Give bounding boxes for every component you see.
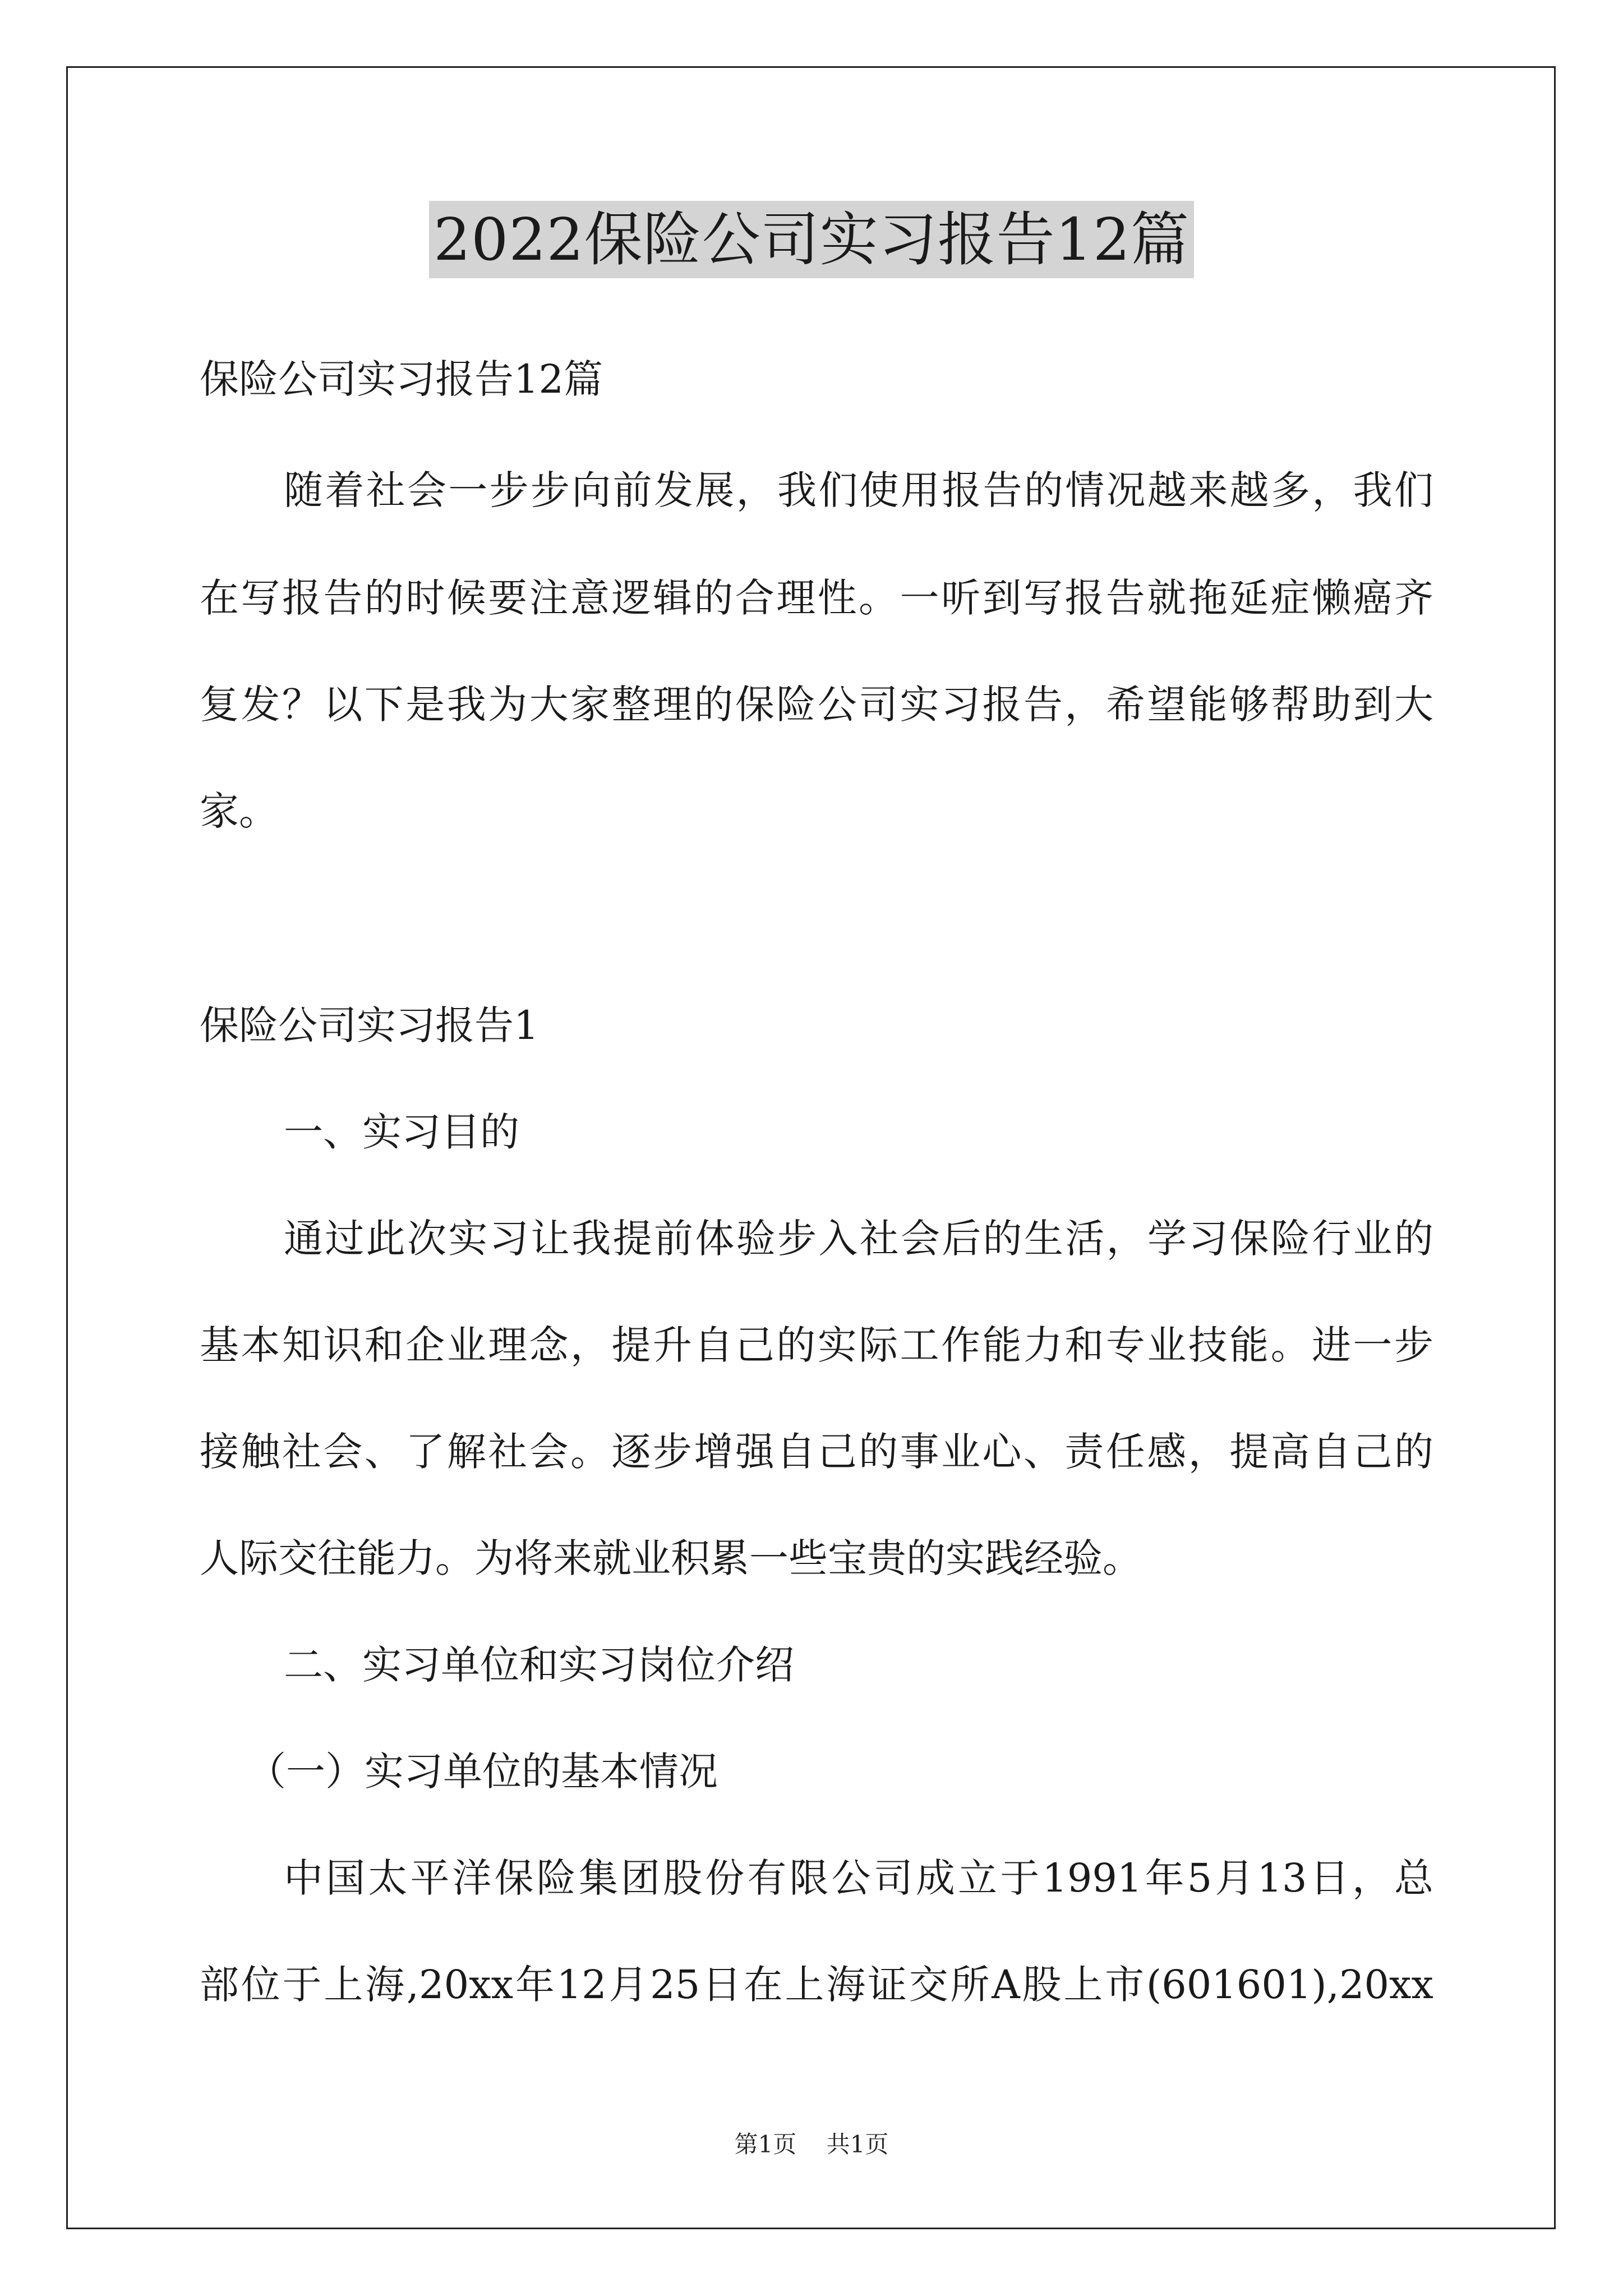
- paragraph-line: 通过此次实习让我提前体验步入社会后的生活，学习保险行业的: [284, 1216, 1433, 1262]
- title-wrap: [0, 201, 1623, 278]
- page-footer: [0, 2126, 1623, 2160]
- paragraph-line: 家。: [200, 788, 278, 834]
- paragraph-line: 在写报告的时候要注意逻辑的合理性。一听到写报告就拖延症懒癌齐: [200, 575, 1433, 621]
- page-number-current: 第1页: [734, 2131, 797, 2158]
- subsection-heading: 一、实习目的: [284, 1109, 519, 1155]
- doc-subtitle-line: 保险公司实习报告12篇: [200, 356, 603, 402]
- subsection-heading: 二、实习单位和实习岗位介绍: [284, 1642, 794, 1688]
- section-heading: 保险公司实习报告1: [200, 1002, 539, 1048]
- paragraph-line: 基本知识和企业理念，提升自己的实际工作能力和专业技能。进一步: [200, 1322, 1433, 1368]
- paragraph-line: 部位于上海,20xx年12月25日在上海证交所A股上市(601601),20xx: [200, 1962, 1433, 2008]
- paragraph-line: 随着社会一步步向前发展，我们使用报告的情况越来越多，我们: [284, 467, 1433, 513]
- paragraph-line: 中国太平洋保险集团股份有限公司成立于1991年5月13日，总: [284, 1855, 1433, 1901]
- document-title: 2022保险公司实习报告12篇: [429, 201, 1194, 278]
- page-number-total: 共1页: [826, 2131, 889, 2158]
- subsection-heading: （一）实习单位的基本情况: [247, 1749, 718, 1795]
- paragraph-line: 接触社会、了解社会。逐步增强自己的事业心、责任感，提高自己的: [200, 1429, 1433, 1475]
- paragraph-line: 人际交往能力。为将来就业积累一些宝贵的实践经验。: [200, 1535, 1142, 1581]
- paragraph-line: 复发？以下是我为大家整理的保险公司实习报告，希望能够帮助到大: [200, 682, 1433, 728]
